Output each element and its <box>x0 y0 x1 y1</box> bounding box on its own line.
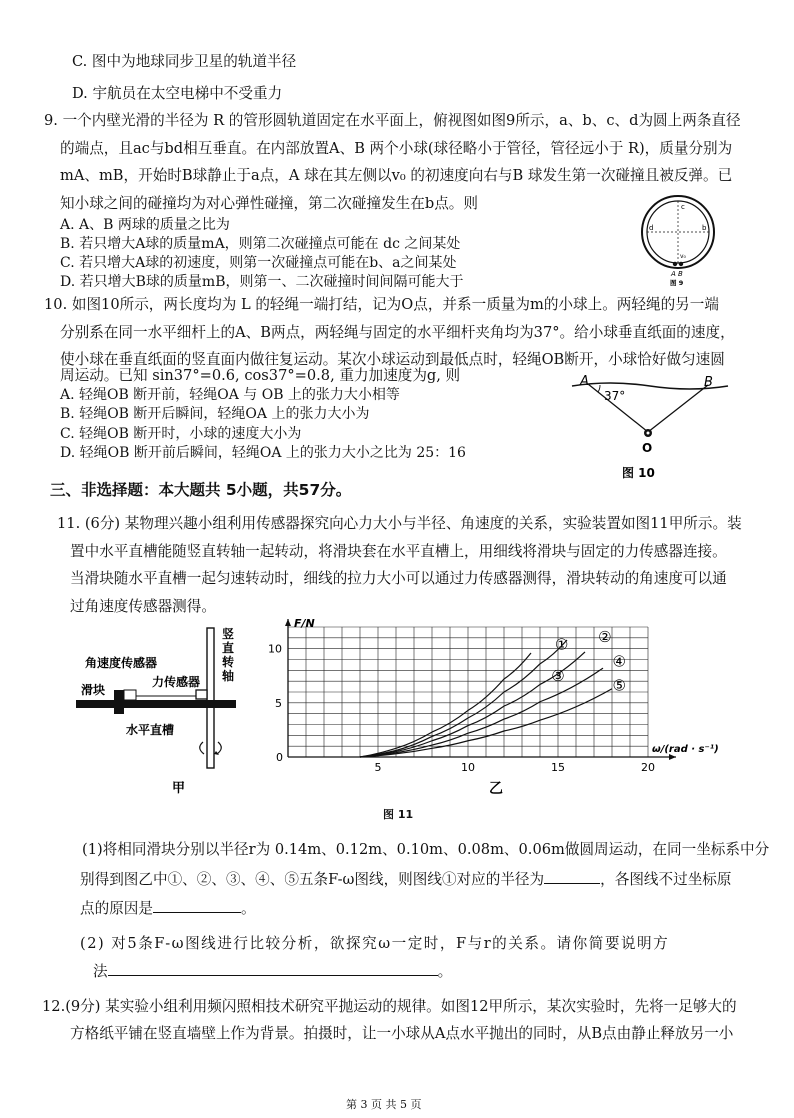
horizontal-groove <box>76 700 236 708</box>
q11-part1-line2-tail: ，各图线不过坐标原 <box>600 871 732 888</box>
angular-sensor-box <box>124 690 136 700</box>
fig9-label-d: d <box>649 224 654 232</box>
fig10-label-o: O <box>642 441 653 455</box>
label-angular-sensor: 角速度传感器 <box>85 656 158 670</box>
q9-stem-line3: mA、mB，开始时B球静止于a点，A 球在其左侧以v₀ 的初速度向右与B 球发生第一次碰撞且被反弹。已 <box>60 167 733 184</box>
figure-9-circular-track <box>636 194 720 286</box>
figure-10-rope-pendulum <box>570 370 730 482</box>
fig9-label-b: b <box>702 224 707 232</box>
y-tick-label: 5 <box>275 696 282 710</box>
fig10-caption: 图 10 <box>622 466 655 480</box>
q11-radius-answer-blank[interactable] <box>544 869 600 884</box>
label-vertical-axis-3: 转 <box>222 655 235 669</box>
force-sensor-box <box>196 690 207 699</box>
label-vertical-axis-2: 直 <box>222 641 235 655</box>
q12-stem-line2: 方格纸平铺在竖直墙壁上作为背景。拍摄时，让一小球从A点水平抛出的同时，从B点由静止释放另一小 <box>70 1025 734 1042</box>
q11-part2-line2 <box>93 961 452 982</box>
fig9-label-v0: v₀ <box>680 253 686 260</box>
q9-option-c: C. 若只增大A球的初速度，则第一次碰撞点可能在b、a之间某处 <box>60 255 457 271</box>
q11-stem-line2: 置中水平直槽能随竖直转轴一起转动，将滑块套在水平直槽上，用细线将滑块与固定的力传感器连接。 <box>70 543 727 560</box>
origin-label: 0 <box>276 751 283 764</box>
q11-stem-line1: 11. (6分) 某物理兴趣小组利用传感器探究向心力大小与半径、角速度的关系，实验装置如图11甲所示。装 <box>57 515 742 532</box>
fig10-label-b: B <box>704 375 713 390</box>
label-force-sensor: 力传感器 <box>152 675 201 689</box>
q10-stem-line2: 分别系在同一水平细杆上的A、B两点，两轻绳与固定的水平细杆夹角均为37°。给小球垂直纸面的速度， <box>60 324 735 341</box>
x-tick-label: 5 <box>374 761 382 774</box>
label-slider: 滑块 <box>81 683 106 697</box>
x-tick-label: 20 <box>641 761 655 774</box>
q11-part1-line3 <box>80 898 256 919</box>
y-axis-label: F/N <box>294 617 315 630</box>
q11-method-answer-blank[interactable] <box>108 961 438 976</box>
q9-option-d: D. 若只增大B球的质量mB，则第一、二次碰撞时间间隔可能大于 <box>60 274 464 290</box>
q8-option-d: D. 宇航员在太空电梯中不受重力 <box>72 85 283 102</box>
q11-part2-line1: (2) 对5条F-ω图线进行比较分析，欲探究ω一定时，F与r的关系。请你简要说明方 <box>80 935 670 952</box>
q10-option-c: C. 轻绳OB 断开时，小球的速度大小为 <box>60 426 302 442</box>
q11-stem-line3: 当滑块随水平直槽一起匀速转动时，细线的拉力大小可以通过力传感器测得，滑块转动的角速度可以通 <box>70 570 727 587</box>
fig9-label-c: c <box>681 203 685 211</box>
q9-stem-line2: 的端点，且ac与bd相互垂直。在内部放置A、B 两个小球(球径略小于管径，管径远小于 R)，质量分别为 <box>60 140 733 157</box>
graph-caption: 乙 <box>489 781 503 797</box>
q12-stem-line1: 12.(9分) 某实验小组利用频闪照相技术研究平抛运动的规律。如图12甲所示，某次实验时，先将一足够大的 <box>42 998 737 1015</box>
y-tick-label: 10 <box>268 642 282 656</box>
fig9-label-ab: A B <box>671 270 683 278</box>
figure-11-force-omega-chart <box>268 615 728 800</box>
series-label-4: ④ <box>612 652 626 671</box>
q10-option-b: B. 轻绳OB 断开后瞬间，轻绳OA 上的张力大小为 <box>60 406 370 422</box>
y-axis-arrow <box>285 619 291 626</box>
q11-reason-answer-blank[interactable] <box>153 898 241 913</box>
q11-stem-line4: 过角速度传感器测得。 <box>70 598 216 615</box>
fig10-label-angle: 37° <box>604 389 626 403</box>
q11-part1-line2-text: 别得到图乙中①、②、③、④、⑤五条F-ω图线，则图线①对应的半径为 <box>80 871 545 888</box>
label-vertical-axis-1: 竖 <box>222 627 235 641</box>
series-line-2 <box>360 640 567 757</box>
section-3-heading: 三、非选择题：本大题共 5小题，共57分。 <box>50 481 352 499</box>
vertical-axis-shaft <box>207 628 214 768</box>
q10-option-d: D. 轻绳OB 断开前后瞬间，轻绳OA 上的张力大小之比为 25：16 <box>60 445 466 461</box>
q9-stem-line1: 9. 一个内壁光滑的半径为 R 的管形圆轨道固定在水平面上，俯视图如图9所示，a、b、c、d为圆上两条直径 <box>44 112 741 129</box>
x-tick-label: 10 <box>461 761 475 774</box>
x-tick-label: 15 <box>551 761 565 774</box>
x-axis-label: ω/(rad · s⁻¹) <box>652 744 719 755</box>
q11-part2-line2-text: 法 <box>93 963 108 980</box>
fig9-caption: 图 9 <box>670 279 684 286</box>
q8-option-c: C. 图中为地球同步卫星的轨道半径 <box>72 53 297 70</box>
q9-option-b: B. 若只增大A球的质量mA，则第二次碰撞点可能在 dc 之间某处 <box>60 236 461 252</box>
series-line-4 <box>360 668 603 757</box>
fig9-ball-a <box>673 262 677 266</box>
q11-part2-line2-tail: 。 <box>437 963 453 980</box>
series-label-5: ⑤ <box>612 676 626 695</box>
q10-option-a: A. 轻绳OB 断开前，轻绳OA 与 OB 上的张力大小相等 <box>60 387 400 403</box>
figure-11-caption: 图 11 <box>383 808 414 821</box>
q11-part1-line3-text: 点的原因是 <box>80 900 153 917</box>
apparatus-caption: 甲 <box>172 781 186 796</box>
q10-stem-line4: 周运动。已知 sin37°=0.6, cos37°=0.8, 重力加速度为g, 则 <box>60 367 461 384</box>
series-label-1: ① <box>554 635 569 654</box>
q9-option-a: A. A、B 两球的质量之比为 <box>60 217 230 233</box>
label-vertical-axis-4: 轴 <box>222 669 235 683</box>
slider-block <box>114 690 124 714</box>
fig10-label-a: A <box>580 374 589 389</box>
q10-stem-line3: 使小球在垂直纸面的竖直面内做往复运动。某次小球运动到最低点时，轻绳OB断开，小球恰好做匀速圆 <box>60 351 725 368</box>
q11-part1-line2 <box>80 869 731 890</box>
q11-part1-line1: (1)将相同滑块分别以半径r为 0.14m、0.12m、0.10m、0.08m、0.06m做圆周运动，在同一坐标系中分 <box>82 841 770 858</box>
series-label-2: ② <box>598 627 612 646</box>
q9-stem-line4: 知小球之间的碰撞均为对心弹性碰撞，第二次碰撞发生在b点。则 <box>60 195 478 212</box>
figure-11-apparatus <box>76 624 256 800</box>
q11-part1-line3-tail: 。 <box>240 900 256 917</box>
q10-stem-line1: 10. 如图10所示，两长度均为 L 的轻绳一端打结，记为O点，并系一质量为m的小球上。两轻绳的另一端 <box>44 296 719 313</box>
label-groove: 水平直槽 <box>126 723 175 737</box>
fig9-ball-b <box>679 262 683 266</box>
series-label-3: ③ <box>551 666 565 685</box>
page-footer: 第 3 页 共 5 页 <box>346 1098 422 1111</box>
